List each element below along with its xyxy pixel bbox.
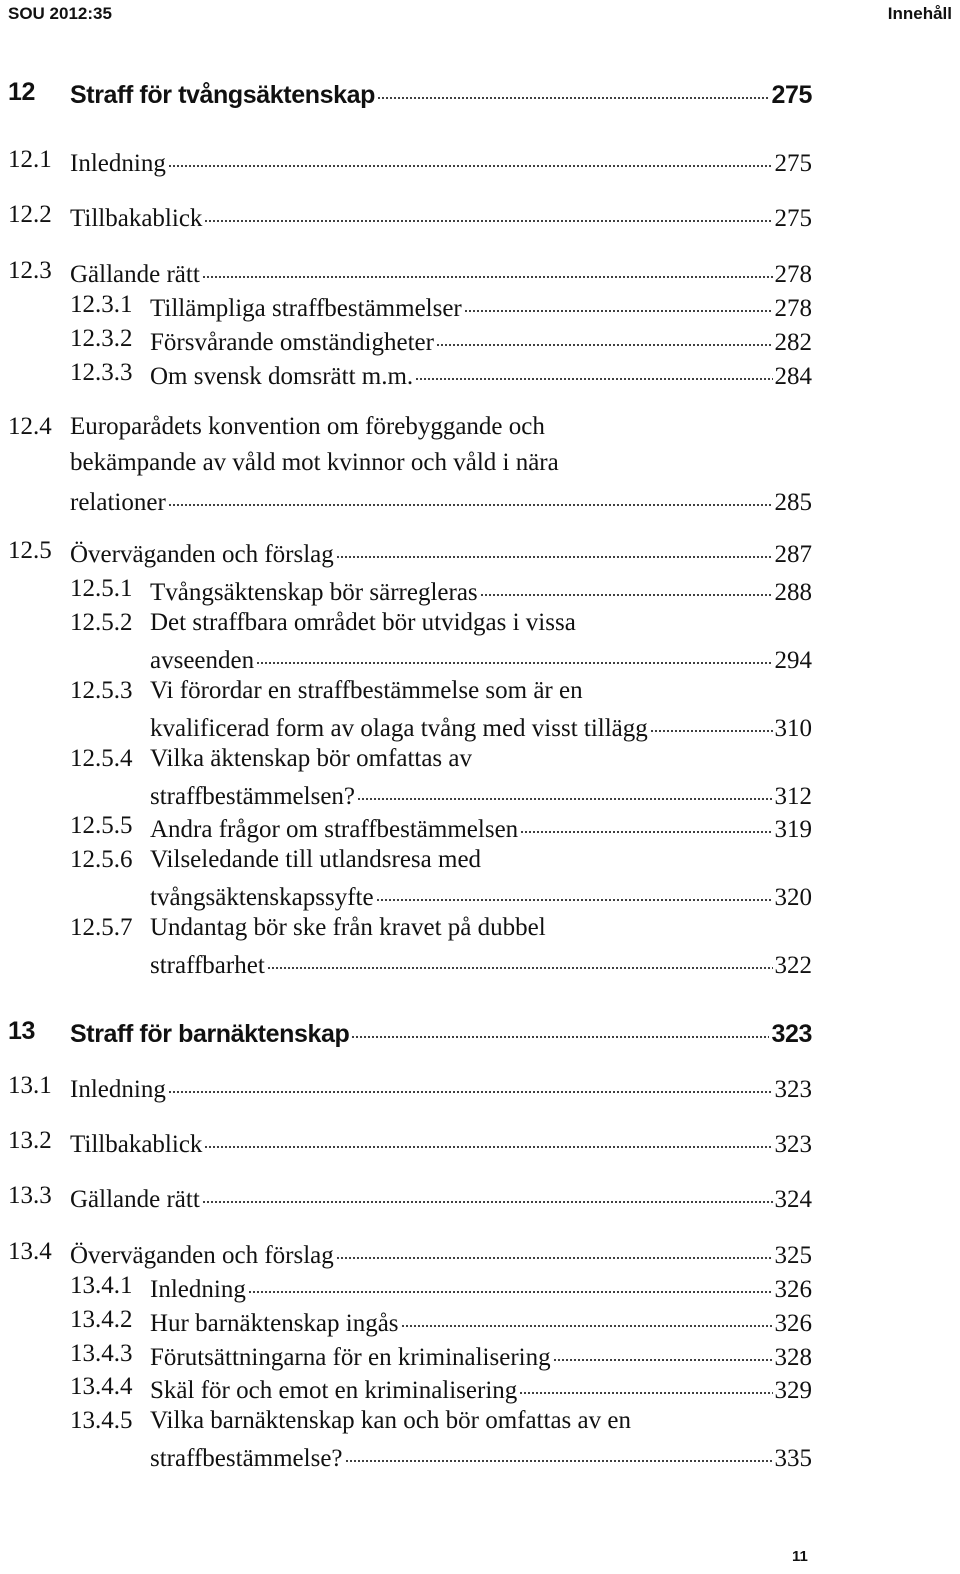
toc-page-number: 319 bbox=[774, 816, 812, 843]
toc-entry-number: 13.4.2 bbox=[70, 1306, 133, 1333]
toc-entry-title: Andra frågor om straffbestämmelsen bbox=[150, 816, 519, 843]
toc-page-number: 322 bbox=[774, 952, 812, 979]
toc-page-number: 328 bbox=[774, 1344, 812, 1371]
dot-leader bbox=[267, 948, 773, 973]
toc-entry-number: 12.3.2 bbox=[70, 325, 133, 352]
toc-entry-title: Tillämpliga straffbestämmelser bbox=[150, 295, 462, 322]
toc-entry-number: 12 bbox=[8, 78, 36, 106]
toc-entry-title: Gällande rätt bbox=[70, 261, 200, 288]
toc-page-number: 326 bbox=[774, 1310, 812, 1337]
dot-leader bbox=[377, 78, 770, 103]
toc-entry-number: 12.3.1 bbox=[70, 291, 133, 318]
toc-page-number: 320 bbox=[774, 884, 812, 911]
toc-entry-title: Vilseledande till utlandsresa med bbox=[150, 846, 482, 873]
dot-leader bbox=[480, 575, 773, 600]
toc-page-number: 323 bbox=[774, 1076, 812, 1103]
dot-leader bbox=[650, 711, 773, 736]
toc-page-number: 323 bbox=[774, 1131, 812, 1158]
toc-page-number: 287 bbox=[774, 541, 812, 568]
page-number: 11 bbox=[792, 1548, 808, 1565]
dot-leader bbox=[204, 1127, 772, 1152]
toc-entry-number: 13.4.5 bbox=[70, 1407, 133, 1434]
toc-entry-number: 12.1 bbox=[8, 146, 52, 173]
toc-entry-number: 12.5.2 bbox=[70, 609, 133, 636]
dot-leader bbox=[520, 812, 772, 837]
toc-entry-number: 13.2 bbox=[8, 1127, 52, 1154]
toc-entry-title: Tillbakablick bbox=[70, 1131, 203, 1158]
dot-leader bbox=[336, 1238, 773, 1263]
toc-entry-title: Inledning bbox=[150, 1276, 246, 1303]
toc-entry-title: relationer bbox=[70, 489, 166, 516]
dot-leader bbox=[202, 1182, 773, 1207]
toc-entry-number: 13.1 bbox=[8, 1072, 52, 1099]
dot-leader bbox=[376, 880, 773, 905]
toc-entry-number: 12.3 bbox=[8, 257, 52, 284]
toc-page-number: 278 bbox=[774, 295, 812, 322]
toc-page-number: 275 bbox=[771, 81, 812, 109]
running-header-right: Innehåll bbox=[887, 4, 952, 23]
toc-entry-title: Straff för barnäktenskap bbox=[70, 1020, 350, 1048]
dot-leader bbox=[345, 1441, 773, 1466]
toc-page-number: 282 bbox=[774, 329, 812, 356]
toc-entry-title: avseenden bbox=[150, 647, 255, 674]
toc-page-number: 275 bbox=[774, 205, 812, 232]
dot-leader bbox=[436, 325, 773, 350]
dot-leader bbox=[168, 146, 773, 171]
toc-page-number: 326 bbox=[774, 1276, 812, 1303]
toc-entry-title: Straff för tvångsäktenskap bbox=[70, 81, 375, 109]
toc-entry-number: 12.5.1 bbox=[70, 575, 133, 602]
toc-entry-title: Tillbakablick bbox=[70, 205, 203, 232]
dot-leader bbox=[256, 643, 772, 668]
toc-entry-number: 13.4 bbox=[8, 1238, 52, 1265]
toc-page-number: 324 bbox=[774, 1186, 812, 1213]
toc-entry-number: 13.3 bbox=[8, 1182, 52, 1209]
toc-page-number: 285 bbox=[774, 489, 812, 516]
toc-entry-title: Det straffbara området bör utvidgas i vissa bbox=[150, 609, 576, 636]
toc-entry-number: 12.5.4 bbox=[70, 745, 133, 772]
toc-entry-title: Förutsättningarna för en kriminalisering bbox=[150, 1344, 551, 1371]
toc-entry-number: 13.4.3 bbox=[70, 1340, 133, 1367]
toc-page-number: 323 bbox=[771, 1020, 812, 1048]
toc-entry-number: 13.4.1 bbox=[70, 1272, 133, 1299]
toc-entry-title: Inledning bbox=[70, 1076, 166, 1103]
toc-entry-title: kvalificerad form av olaga tvång med visst tillägg bbox=[150, 715, 648, 742]
toc-entry-title: Inledning bbox=[70, 150, 166, 177]
toc-page-number: 288 bbox=[774, 579, 812, 606]
toc-entry-title: straffbestämmelse? bbox=[150, 1445, 343, 1472]
running-header-left: SOU 2012:35 bbox=[8, 4, 112, 23]
dot-leader bbox=[464, 291, 773, 316]
dot-leader bbox=[415, 359, 772, 384]
toc-page-number: 329 bbox=[774, 1377, 812, 1404]
toc-entry-title: bekämpande av våld mot kvinnor och våld i nära bbox=[70, 449, 559, 476]
toc-entry-title: Gällande rätt bbox=[70, 1186, 200, 1213]
dot-leader bbox=[553, 1340, 773, 1365]
toc-entry-title: tvångsäktenskapssyfte bbox=[150, 884, 374, 911]
toc-page-number: 310 bbox=[774, 715, 812, 742]
toc-entry-title: Hur barnäktenskap ingås bbox=[150, 1310, 399, 1337]
dot-leader bbox=[357, 779, 772, 804]
toc-entry-title: Tvångsäktenskap bör särregleras bbox=[150, 579, 478, 606]
toc-entry-number: 12.5 bbox=[8, 537, 52, 564]
dot-leader bbox=[202, 257, 773, 282]
toc-page-number: 278 bbox=[774, 261, 812, 288]
toc-entry-number: 12.5.6 bbox=[70, 846, 133, 873]
dot-leader bbox=[336, 537, 773, 562]
toc-page-number: 335 bbox=[774, 1445, 812, 1472]
toc-page-number: 312 bbox=[774, 783, 812, 810]
toc-entry-number: 12.5.5 bbox=[70, 812, 133, 839]
toc-entry-title: Om svensk domsrätt m.m. bbox=[150, 363, 414, 390]
toc-entry-title: Överväganden och förslag bbox=[70, 1242, 334, 1269]
toc-entry-number: 12.4 bbox=[8, 413, 52, 440]
dot-leader bbox=[168, 485, 773, 510]
toc-page-number: 294 bbox=[774, 647, 812, 674]
dot-leader bbox=[401, 1306, 773, 1331]
toc-entry-title: Europarådets konvention om förebyggande och bbox=[70, 413, 545, 440]
toc-entry-number: 13 bbox=[8, 1017, 36, 1045]
toc-entry-title: Vilka barnäktenskap kan och bör omfattas av en bbox=[150, 1407, 631, 1434]
toc-entry-title: straffbarhet bbox=[150, 952, 265, 979]
toc-entry-title: Försvårande omständigheter bbox=[150, 329, 434, 356]
dot-leader bbox=[168, 1072, 773, 1097]
dot-leader bbox=[204, 201, 772, 226]
toc-entry-title: Skäl för och emot en kriminalisering bbox=[150, 1377, 518, 1404]
toc-entry-title: straffbestämmelsen? bbox=[150, 783, 356, 810]
toc-entry-number: 13.4.4 bbox=[70, 1373, 133, 1400]
toc-entry-title: Vi förordar en straffbestämmelse som är en bbox=[150, 677, 583, 704]
toc-page-number: 284 bbox=[774, 363, 812, 390]
toc-entry-title: Överväganden och förslag bbox=[70, 541, 334, 568]
toc-page-number: 325 bbox=[774, 1242, 812, 1269]
toc-entry-number: 12.5.3 bbox=[70, 677, 133, 704]
toc-page-number: 275 bbox=[774, 150, 812, 177]
toc-entry-number: 12.2 bbox=[8, 201, 52, 228]
toc-entry-title: Vilka äktenskap bör omfattas av bbox=[150, 745, 473, 772]
toc-entry-number: 12.3.3 bbox=[70, 359, 133, 386]
toc-entry-title: Undantag bör ske från kravet på dubbel bbox=[150, 914, 546, 941]
dot-leader bbox=[519, 1373, 772, 1398]
dot-leader bbox=[248, 1272, 773, 1297]
toc-entry-number: 12.5.7 bbox=[70, 914, 133, 941]
dot-leader bbox=[351, 1017, 769, 1042]
